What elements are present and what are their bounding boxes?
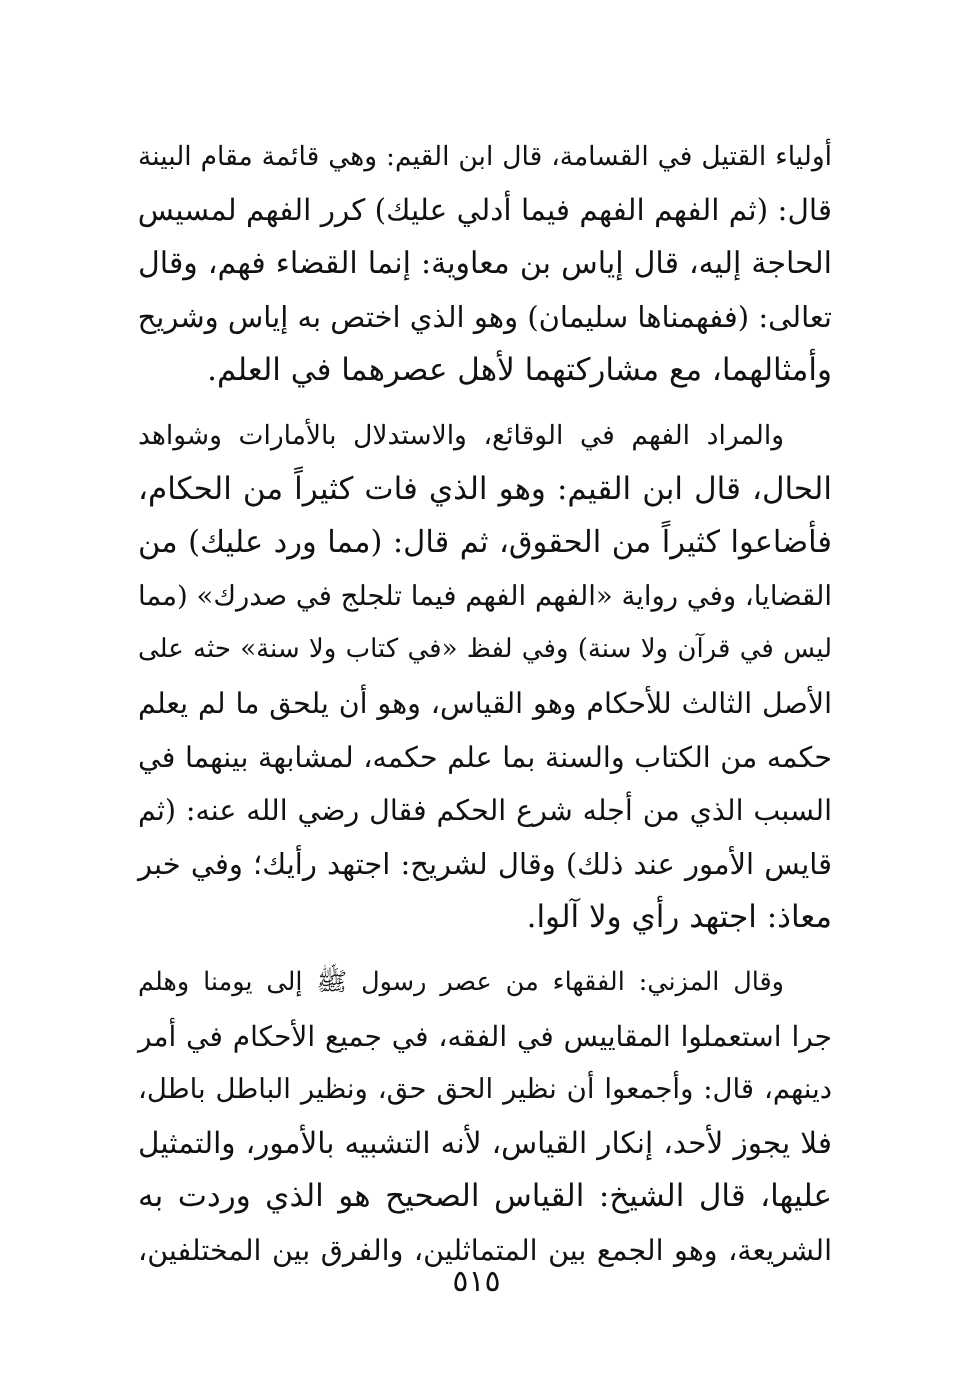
body-text (138, 130, 832, 1277)
text-line: وأمثالهما، مع مشاركتهما لأهل عصرهما في العلم. (207, 352, 832, 389)
paragraph-gap (138, 945, 832, 956)
text-line: فأضاعوا كثيراً من الحقوق، ثم قال: (مما ورد عليك) من (138, 525, 832, 561)
text-line: تعالى: (ففهمناها سليمان) وهو الذي اختص به إياس وشريح (137, 299, 832, 334)
text-line: عليها، قال الشيخ: القياس الصحيح هو الذي وردت به (138, 1178, 832, 1215)
text-line: الحاجة إليه، قال إياس بن معاوية: إنما القضاء فهم، وقال (138, 246, 832, 282)
text-line: الأصل الثالث للأحكام وهو القياس، وهو أن يلحق ما لم يعلم (138, 686, 832, 720)
text-line: السبب الذي من أجله شرع الحكم فقال رضي الله عنه: (ثم (138, 794, 832, 828)
paragraph-1 (138, 130, 832, 398)
text-line: جرا استعملوا المقاييس في الفقه، في جميع الأحكام في أمر (138, 1019, 832, 1053)
text-line: الحال، قال ابن القيم: وهو الذي فات كثيراً من الحكام، (138, 470, 832, 507)
paragraph-3 (138, 956, 832, 1278)
text-line: قايس الأمور عند ذلك) وقال لشريح: اجتهد رأيك؛ وفي خبر (138, 846, 832, 881)
text-line: وقال المزني: الفقهاء من عصر رسول ﷺ إلى يومنا وهلم (138, 966, 784, 997)
text-line: قال: (ثم الفهم الفهم فيما أدلي عليك) كرر الفهم لمسيس (137, 192, 832, 227)
paragraph-gap (138, 398, 832, 409)
text-line: ليس في قرآن ولا سنة) وفي لفظ «في كتاب ولا سنة» حثه على (138, 634, 832, 665)
text-line: أولياء القتيل في القسامة، قال ابن القيم: وهي قائمة مقام البينة (138, 141, 832, 172)
text-line: معاذ: اجتهد رأي ولا آلوا. (526, 899, 832, 936)
text-line: حكمه من الكتاب والسنة بما علم حكمه، لمشابهة بينهما في (138, 740, 832, 774)
text-line: فلا يجوز لأحد، إنكار القياس، لأنه التشبيه بالأمور، والتمثيل (138, 1125, 832, 1160)
text-line: الشريعة، وهو الجمع بين المتماثلين، والفرق بين المختلفين، (138, 1233, 832, 1267)
text-line: والمراد الفهم في الوقائع، والاستدلال بالأمارات وشواهد (138, 419, 784, 451)
text-line: دينهم، قال: وأجمعوا أن نظير الحق حق، ونظير الباطل باطل، (138, 1073, 832, 1106)
paragraph-2 (138, 409, 832, 945)
page-number: ٥١٥ (452, 1264, 501, 1299)
text-line: القضايا، وفي رواية «الفهم الفهم فيما تلجلج في صدرك» (مما (138, 579, 832, 612)
